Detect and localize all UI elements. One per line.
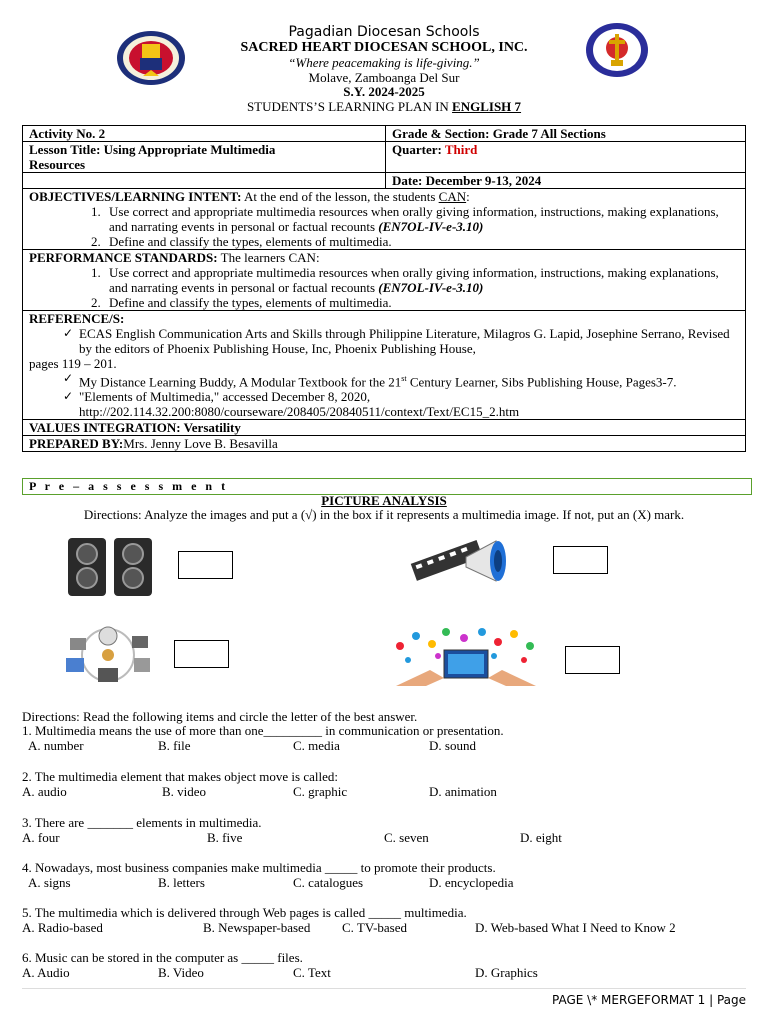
references-list bbox=[29, 326, 739, 356]
objectives-cell bbox=[23, 189, 746, 250]
objective-item bbox=[104, 234, 739, 249]
preassessment-bar: P r e – a s s e s s m e n t bbox=[22, 478, 752, 495]
question-3: 3. There are _______ elements in multimedia. bbox=[22, 815, 262, 830]
references-list-continued bbox=[29, 371, 739, 419]
speakers-icon bbox=[64, 534, 156, 600]
objective-2-text: Define and classify the types, elements of multimedia. bbox=[109, 234, 392, 249]
performance-cell bbox=[23, 250, 746, 311]
option-1a[interactable]: A. number bbox=[28, 738, 84, 753]
option-2b[interactable]: B. video bbox=[162, 784, 207, 799]
performance-intro: The learners CAN: bbox=[217, 250, 320, 265]
option-5a[interactable]: A. Radio-based bbox=[22, 920, 103, 935]
lesson-plan-table bbox=[22, 125, 746, 452]
option-4d[interactable]: D. encyclopedia bbox=[429, 875, 514, 890]
reference-1-pages: pages 119 – 201. bbox=[29, 356, 117, 371]
answer-box-2[interactable] bbox=[553, 546, 608, 574]
option-3a[interactable]: A. four bbox=[22, 830, 60, 845]
activity-cell: Activity No. 2 bbox=[23, 126, 386, 142]
school-motto: “Where peacemaking is life-giving.” bbox=[288, 55, 480, 70]
school-location: Molave, Zamboanga Del Sur bbox=[308, 70, 460, 85]
reference-item bbox=[63, 389, 739, 419]
performance-label: PERFORMANCE STANDARDS: bbox=[29, 250, 218, 265]
org-name: Pagadian Diocesan Schools bbox=[288, 24, 480, 40]
objectives-colon: : bbox=[466, 189, 470, 204]
option-1b[interactable]: B. file bbox=[158, 738, 191, 753]
quarter-cell bbox=[386, 142, 746, 173]
picture-analysis-directions: Directions: Analyze the images and put a (√) in the box if it represents a multimedia image. If not, put an (X) mark. bbox=[83, 507, 685, 522]
devices-cluster-icon bbox=[58, 624, 158, 686]
empty-cell bbox=[23, 173, 386, 189]
objectives-list bbox=[29, 204, 739, 249]
social-media-hands-icon bbox=[386, 626, 546, 688]
option-6b[interactable]: B. Video bbox=[158, 965, 204, 980]
page-footer: PAGE \* MERGEFORMAT 1 | Page bbox=[552, 993, 746, 1007]
answer-box-3[interactable] bbox=[174, 640, 229, 668]
option-4b[interactable]: B. letters bbox=[158, 875, 205, 890]
option-1d[interactable]: D. sound bbox=[429, 738, 476, 753]
question-6: 6. Music can be stored in the computer as _____ files. bbox=[22, 950, 303, 965]
option-4a[interactable]: A. signs bbox=[28, 875, 71, 890]
quarter-value: Third bbox=[444, 142, 478, 157]
reference-item bbox=[63, 371, 739, 389]
megaphone-film-icon bbox=[408, 531, 514, 589]
grade-section-cell: Grade & Section: Grade 7 All Sections bbox=[386, 126, 746, 142]
objectives-can: CAN bbox=[438, 189, 467, 204]
option-2c[interactable]: C. graphic bbox=[293, 784, 348, 799]
school-name: SACRED HEART DIOCESAN SCHOOL, INC. bbox=[240, 40, 528, 55]
values-cell: VALUES INTEGRATION: Versatility bbox=[23, 420, 746, 436]
quarter-label: Quarter: bbox=[392, 142, 445, 157]
reference-item: ✓ ECAS English Communication Arts and Skills through Philippine Literature, Milagros G. Lapid, Josephine Serrano, Revised by the editors of Phoenix Publishing House, Inc, Phoenix Publishing House, bbox=[63, 326, 739, 356]
performance-1-code: (EN7OL-IV-e-3.10) bbox=[378, 280, 484, 295]
plan-subject: ENGLISH 7 bbox=[452, 99, 522, 114]
reference-3-url[interactable]: http://202.114.32.200:8080/courseware/208405/20840511/context/Text/EC15_2.htm bbox=[79, 404, 520, 420]
performance-item bbox=[104, 295, 739, 310]
lesson-title-line1: Using Appropriate Multimedia bbox=[103, 142, 276, 157]
reference-2-a: My Distance Learning Buddy, A Modular Textbook for the 21 bbox=[79, 374, 402, 390]
plan-title bbox=[0, 99, 768, 115]
school-year: S.Y. 2024-2025 bbox=[343, 84, 425, 99]
references-cell bbox=[23, 311, 746, 420]
prepared-cell bbox=[23, 436, 746, 452]
objectives-intro: At the end of the lesson, the students bbox=[241, 189, 439, 204]
question-4: 4. Nowadays, most business companies make multimedia _____ to promote their products. bbox=[22, 860, 496, 875]
footer-divider bbox=[22, 988, 746, 989]
objective-item bbox=[104, 204, 739, 234]
option-6a[interactable]: A. Audio bbox=[22, 965, 70, 980]
objective-1-text: Use correct and appropriate multimedia resources when orally giving information, instructions, making explanations, and narrating events in personal or factual recounts bbox=[109, 204, 719, 234]
lesson-title-cell bbox=[23, 142, 386, 173]
answer-box-4[interactable] bbox=[565, 646, 620, 674]
objectives-label: OBJECTIVES/LEARNING INTENT: bbox=[29, 189, 242, 204]
references-label: REFERENCE/S: bbox=[29, 311, 125, 326]
option-3c[interactable]: C. seven bbox=[384, 830, 429, 845]
question-1: 1. Multimedia means the use of more than one_________ in communication or presentation. bbox=[22, 723, 504, 738]
question-2: 2. The multimedia element that makes object move is called: bbox=[22, 769, 338, 784]
performance-item bbox=[104, 265, 739, 295]
prepared-name: Mrs. Jenny Love B. Besavilla bbox=[123, 436, 278, 452]
objective-1-code: (EN7OL-IV-e-3.10) bbox=[378, 219, 484, 234]
option-5b[interactable]: B. Newspaper-based bbox=[203, 920, 311, 935]
option-5c[interactable]: C. TV-based bbox=[342, 920, 407, 935]
question-5: 5. The multimedia which is delivered through Web pages is called _____ multimedia. bbox=[22, 905, 467, 920]
lesson-title-label: Lesson Title: bbox=[29, 142, 104, 157]
date-cell: Date: December 9-13, 2024 bbox=[386, 173, 746, 189]
reference-2-b: Century Learner, Sibs Publishing House, Pages3-7. bbox=[406, 374, 677, 390]
reference-3-a: "Elements of Multimedia," accessed December 8, 2020, bbox=[79, 389, 371, 405]
option-2d[interactable]: D. animation bbox=[429, 784, 497, 799]
answer-box-1[interactable] bbox=[178, 551, 233, 579]
option-6d[interactable]: D. Graphics bbox=[475, 965, 538, 980]
option-1c[interactable]: C. media bbox=[293, 738, 340, 753]
performance-list bbox=[29, 265, 739, 310]
lesson-title-line2: Resources bbox=[29, 157, 86, 172]
quiz-directions: Directions: Read the following items and circle the letter of the best answer. bbox=[22, 709, 418, 724]
plan-title-prefix: STUDENTS’S LEARNING PLAN IN bbox=[246, 99, 453, 114]
option-3b[interactable]: B. five bbox=[207, 830, 243, 845]
performance-2-text: Define and classify the types, elements of multimedia. bbox=[109, 295, 392, 310]
option-4c[interactable]: C. catalogues bbox=[293, 875, 364, 890]
picture-analysis-title: PICTURE ANALYSIS bbox=[321, 493, 447, 508]
performance-1-text: Use correct and appropriate multimedia resources when orally giving information, instructions, making explanations, and narrating events in personal or factual recounts bbox=[109, 265, 719, 295]
option-3d[interactable]: D. eight bbox=[520, 830, 562, 845]
option-2a[interactable]: A. audio bbox=[22, 784, 67, 799]
option-6c[interactable]: C. Text bbox=[293, 965, 331, 980]
reference-2-sup: st bbox=[401, 374, 407, 383]
prepared-label: PREPARED BY: bbox=[29, 436, 124, 452]
option-5d[interactable]: D. Web-based What I Need to Know 2 bbox=[475, 920, 676, 935]
